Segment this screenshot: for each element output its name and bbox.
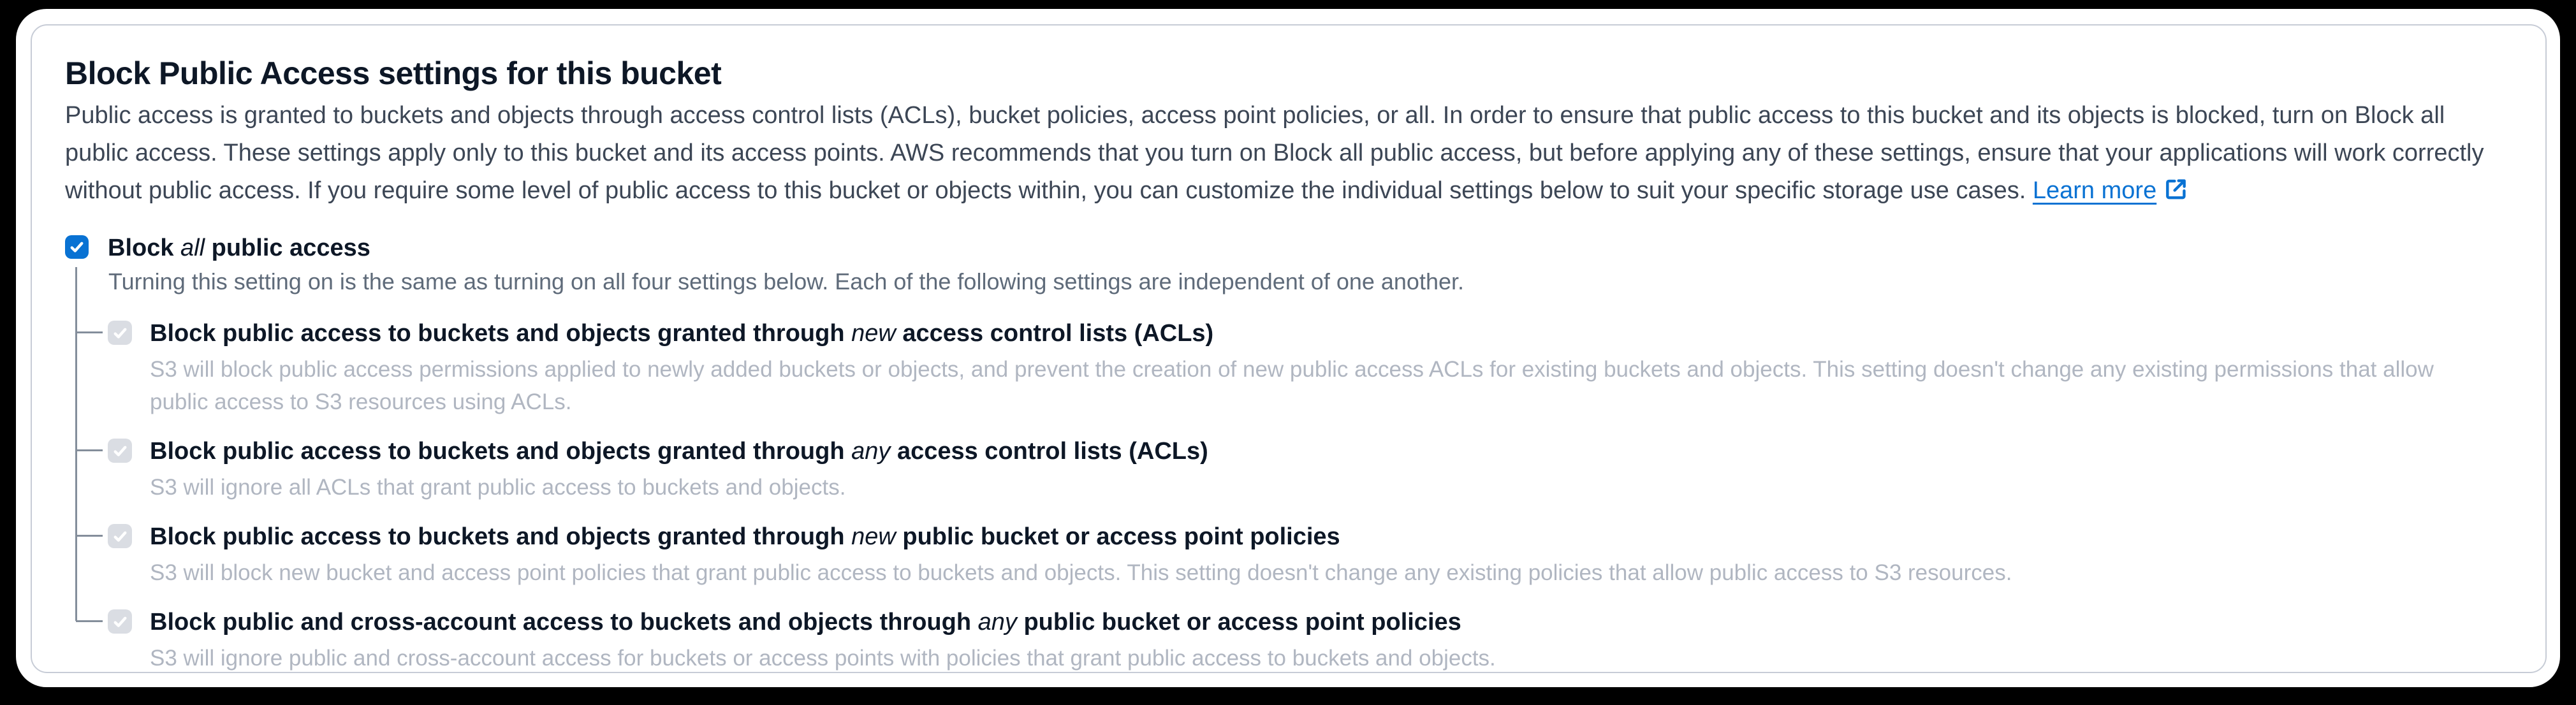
sub-setting-description: S3 will ignore all ACLs that grant public access to buckets and objects. xyxy=(150,475,846,500)
sub-setting-row xyxy=(65,608,2488,673)
sub-setting-label: Block public and cross-account access to buckets and objects through any public bucket or access point policies xyxy=(150,609,1461,636)
sub-setting-checkbox-disabled xyxy=(108,321,132,345)
sub-setting-label: Block public access to buckets and objects granted through any access control lists (ACLs) xyxy=(150,438,1208,465)
sub-setting-row xyxy=(65,523,2488,589)
sub-setting-checkbox-disabled xyxy=(108,439,132,463)
sub-setting-text xyxy=(150,319,2458,418)
sub-setting-label: Block public access to buckets and objects granted through new public bucket or access point policies xyxy=(150,523,1340,550)
sub-setting-description: S3 will block public access permissions applied to newly added buckets or objects, and prevent the creation of new public access ACLs for existing buckets and objects. This setting doesn't change any existing permissions that allow public access to S3 resources using ACLs. xyxy=(150,357,2434,414)
block-all-description: Turning this setting on is the same as turning on all four settings below. Each of the following settings are independent of one another. xyxy=(108,268,1465,294)
block-all-setting-row xyxy=(65,234,2488,262)
block-public-access-card xyxy=(31,24,2547,673)
page-title: Block Public Access settings for this bucket xyxy=(65,55,722,91)
learn-more-link[interactable]: Learn more xyxy=(2032,177,2157,204)
sub-settings-list xyxy=(65,319,2488,673)
sub-setting-row xyxy=(65,319,2488,418)
intro-text: Public access is granted to buckets and objects through access control lists (ACLs), bucket policies, access point policies, or all. In order to ensure that public access to this bucket and its objects is blocked, turn on Block all public access. These settings apply only to this bucket and its access points. AWS recommends that you turn on Block all public access, but before applying any of these settings, ensure that your applications will work correctly without public access. If you require some level of public access to this bucket or objects within, you can customize the individual settings below to suit your specific storage use cases. xyxy=(65,102,2484,204)
page-surface xyxy=(16,9,2560,687)
sub-setting-text xyxy=(150,608,1496,673)
sub-setting-description: S3 will block new bucket and access point policies that grant public access to buckets and objects. This setting doesn't change any existing policies that allow public access to S3 resources. xyxy=(150,560,2012,585)
sub-setting-checkbox-disabled xyxy=(108,609,132,634)
block-all-label: Block all public access xyxy=(108,235,370,261)
block-all-checkbox[interactable] xyxy=(65,235,89,259)
intro-paragraph xyxy=(65,97,2488,210)
sub-setting-text xyxy=(150,523,2012,589)
sub-setting-row xyxy=(65,437,2488,504)
sub-setting-checkbox-disabled xyxy=(108,524,132,548)
sub-setting-description: S3 will ignore public and cross-account access for buckets or access points with policies that grant public access to buckets and objects. xyxy=(150,646,1496,671)
block-all-public-access-group xyxy=(65,234,2488,673)
sub-setting-text xyxy=(150,437,1208,504)
external-link-icon xyxy=(2164,175,2188,198)
sub-setting-label: Block public access to buckets and objects granted through new access control lists (ACLs) xyxy=(150,320,1214,347)
